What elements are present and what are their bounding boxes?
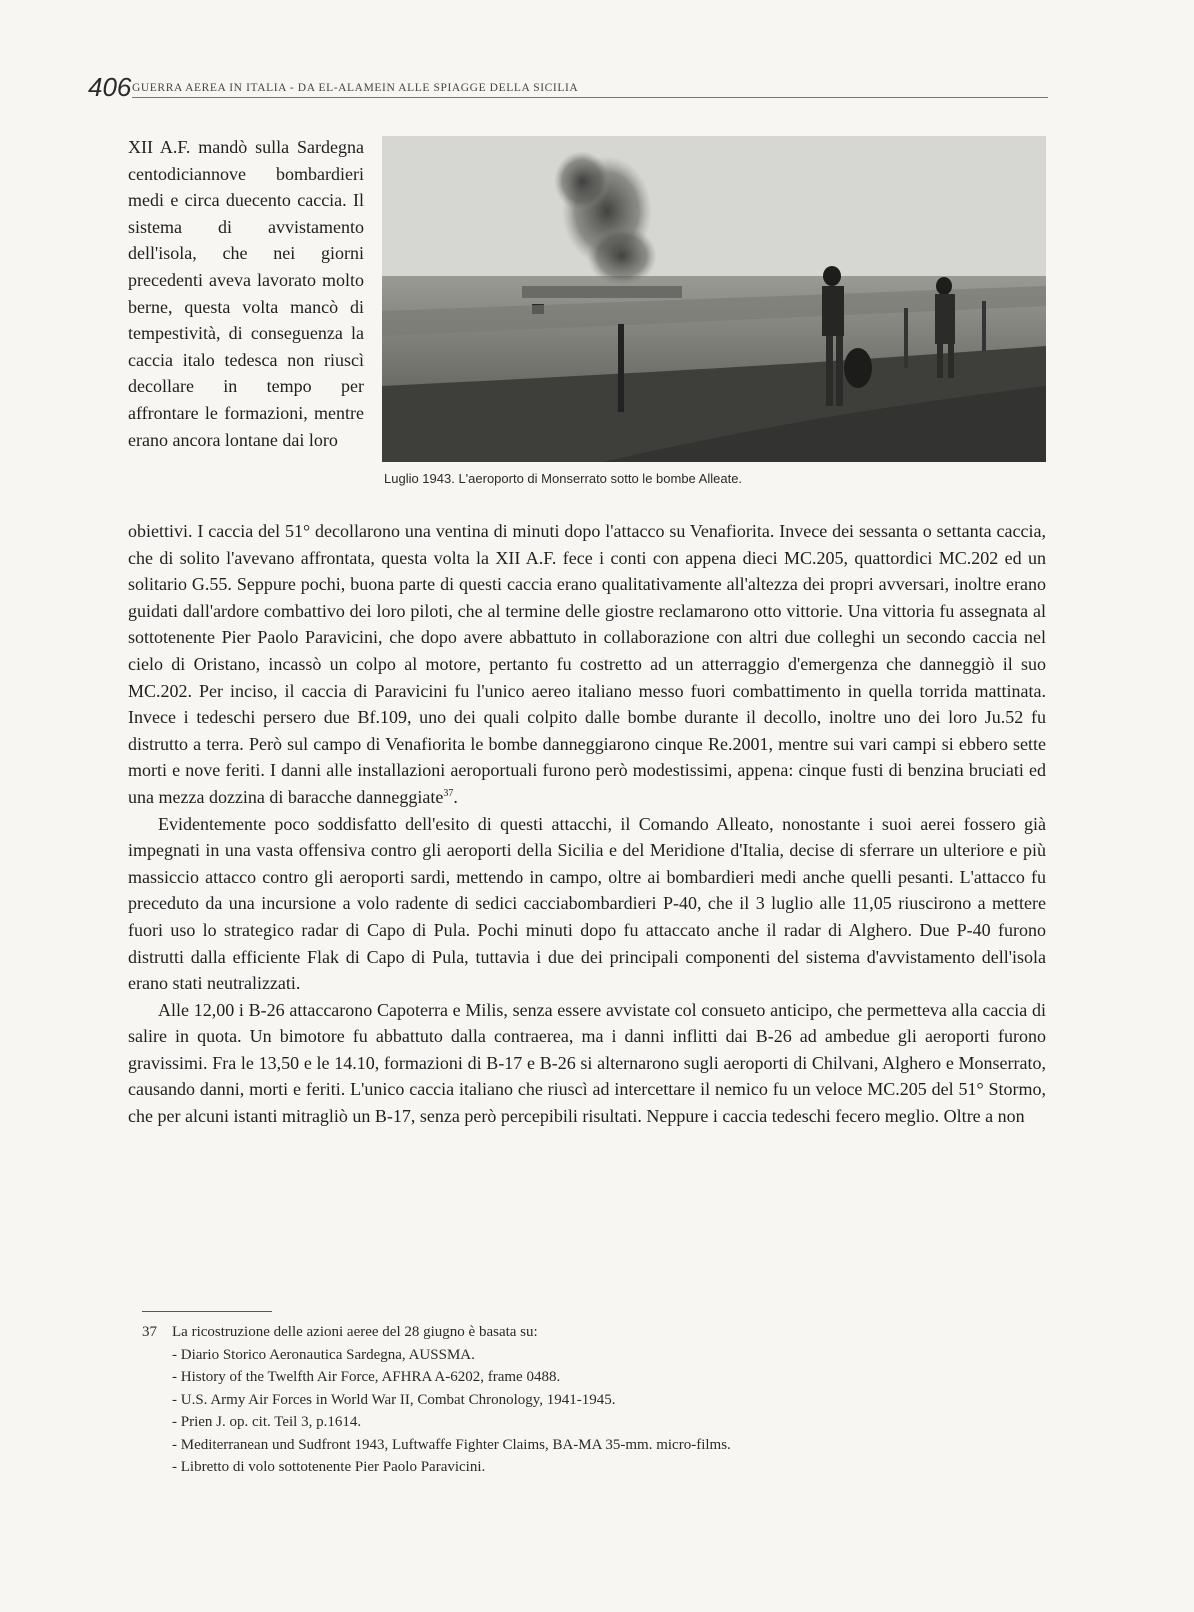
footnote-source: - Mediterranean und Sudfront 1943, Luftwaffe Fighter Claims, BA-MA 35-mm. micro-films. [172, 1436, 731, 1453]
footnote-number: 37 [142, 1324, 157, 1340]
footnote-source: - History of the Twelfth Air Force, AFHRA A-6202, frame 0488. [172, 1369, 561, 1385]
body-paragraph-1: obiettivi. I caccia del 51° decollarono una ventina di minuti dopo l'attacco su Venafiorita. Invece dei sessanta o settanta caccia, che di solito l'avevano affrontata, questa volta la XII A.F. fece i conti con appena dieci MC.205, quattordici MC.202 ed un solitario G.55. Seppure pochi, buona parte di questi caccia erano qualitativamente all'altezza dei propri avversari, inoltre erano guidati dall'ardore combattivo dei loro piloti, che al termine delle giostre reclamarono otto vittorie. Una vittoria fu assegnata al sottotenente Pier Paolo Paravicini, che dopo avere abbattuto in collaborazione con altri due colleghi un secondo caccia nel cielo di Oristano, incassò un colpo al motore, pertanto fu costretto ad un atterraggio d'emergenza che danneggiò il suo MC.202. Per inciso, il caccia di Paravicini fu l'unico aereo italiano messo fuori combattimento in quella torrida mattinata. Invece i tedeschi persero due Bf.109, uno dei quali colpito dalle bombe durante il decollo, inoltre uno dei loro Ju.52 fu distrutto a terra. Però sul campo di Venafiorita le bombe danneggiarono cinque Re.2001, mentre sui vari campi si ebbero sette morti e nove feriti. I danni alle installazioni aeroportuali furono però modestissimi, appena: cinque fusti di benzina bruciati ed una mezza dozzina di baracche danneggiate$^{37}$. [128, 521, 1046, 807]
footnote-rule [142, 1311, 272, 1312]
figure-caption: Luglio 1943. L'aeroporto di Monserrato sotto le bombe Alleate. [384, 471, 743, 486]
footnote-source: - U.S. Army Air Forces in World War II, Combat Chronology, 1941-1945. [172, 1391, 616, 1408]
footnote-37 [142, 1321, 1042, 1479]
running-title: GUERRA AEREA IN ITALIA - DA EL-ALAMEIN ALLE SPIAGGE DELLA SICILIA [132, 82, 579, 94]
running-header [88, 72, 1048, 104]
header-rule [132, 97, 1048, 98]
wrapped-text-column [128, 134, 364, 453]
footnote-ref: 37 [443, 787, 454, 799]
column-paragraph: XII A.F. mandò sulla Sardegna centodiciannove bombardieri medi e circa duecento caccia. Il sistema di avvistamento dell'isola, che nei giorni precedenti aveva lavorato molto berne, questa volta mancò di tempestività, di conseguenza la caccia italo tedesca non riuscì decollare in tempo per affrontare le formazioni, mentre erano ancora lontane dai loro [128, 137, 364, 450]
footnote-source: - Diario Storico Aeronautica Sardegna, AUSSMA. [172, 1346, 475, 1363]
footnote-head [142, 1321, 1042, 1344]
page-number: 406 [88, 72, 132, 102]
footnote-intro: La ricostruzione delle azioni aeree del 28 giugno è basata su: [172, 1324, 538, 1340]
footnote-source: - Libretto di volo sottotenente Pier Paolo Paravicini. [172, 1459, 486, 1475]
airfield-photo [382, 136, 1046, 462]
photo-illustration [382, 136, 1046, 462]
body-paragraph-2: Evidentemente poco soddisfatto dell'esito di questi attacchi, il Comando Alleato, nonostante i suoi aerei fossero già impegnati in una vasta offensiva contro gli aeroporti della Sicilia e del Meridione d'Italia, decise di sferrare un ulteriore e più massiccio attacco contro gli aeroporti sardi, mettendo in campo, oltre ai bombardieri medi anche quelli pesanti. L'attacco fu preceduto da una incursione a volo radente di sedici cacciabombardieri P-40, che il 3 luglio alle 11,05 riuscirono a mettere fuori uso lo strategico radar di Capo di Pula. Pochi minuti dopo fu attaccato anche il radar di Alghero. Due P-40 furono distrutti dalla efficiente Flak di Capo di Pula, tuttavia i due dei principali componenti del sistema d'avvistamento dell'isola erano stati neutralizzati. [128, 813, 1046, 994]
body-paragraph-3: Alle 12,00 i B-26 attaccarono Capoterra e Milis, senza essere avvistate col consueto anticipo, che permetteva alla caccia di salire in quota. Un bimotore fu abbattuto dalla contraerea, ma i danni inflitti dai B-26 ad ambedue gli aeroporti furono gravissimi. Fra le 13,50 e le 14.10, formazioni di B-17 e B-26 si alternarono sugli aeroporti di Chilvani, Alghero e Monserrato, causando danni, morti e feriti. L'unico caccia italiano che riuscì ad intercettare il nemico fu un veloce MC.205 del 51° Stormo, che per alcuni istanti mitragliò un B-17, senza però percepibili risultati. Neppure i caccia tedeschi fecero meglio. Oltre a non [128, 999, 1046, 1127]
main-body [128, 518, 1046, 1130]
footnote-source-list [142, 1344, 1042, 1479]
footnote-source: - Prien J. op. cit. Teil 3, p.1614. [172, 1414, 362, 1430]
